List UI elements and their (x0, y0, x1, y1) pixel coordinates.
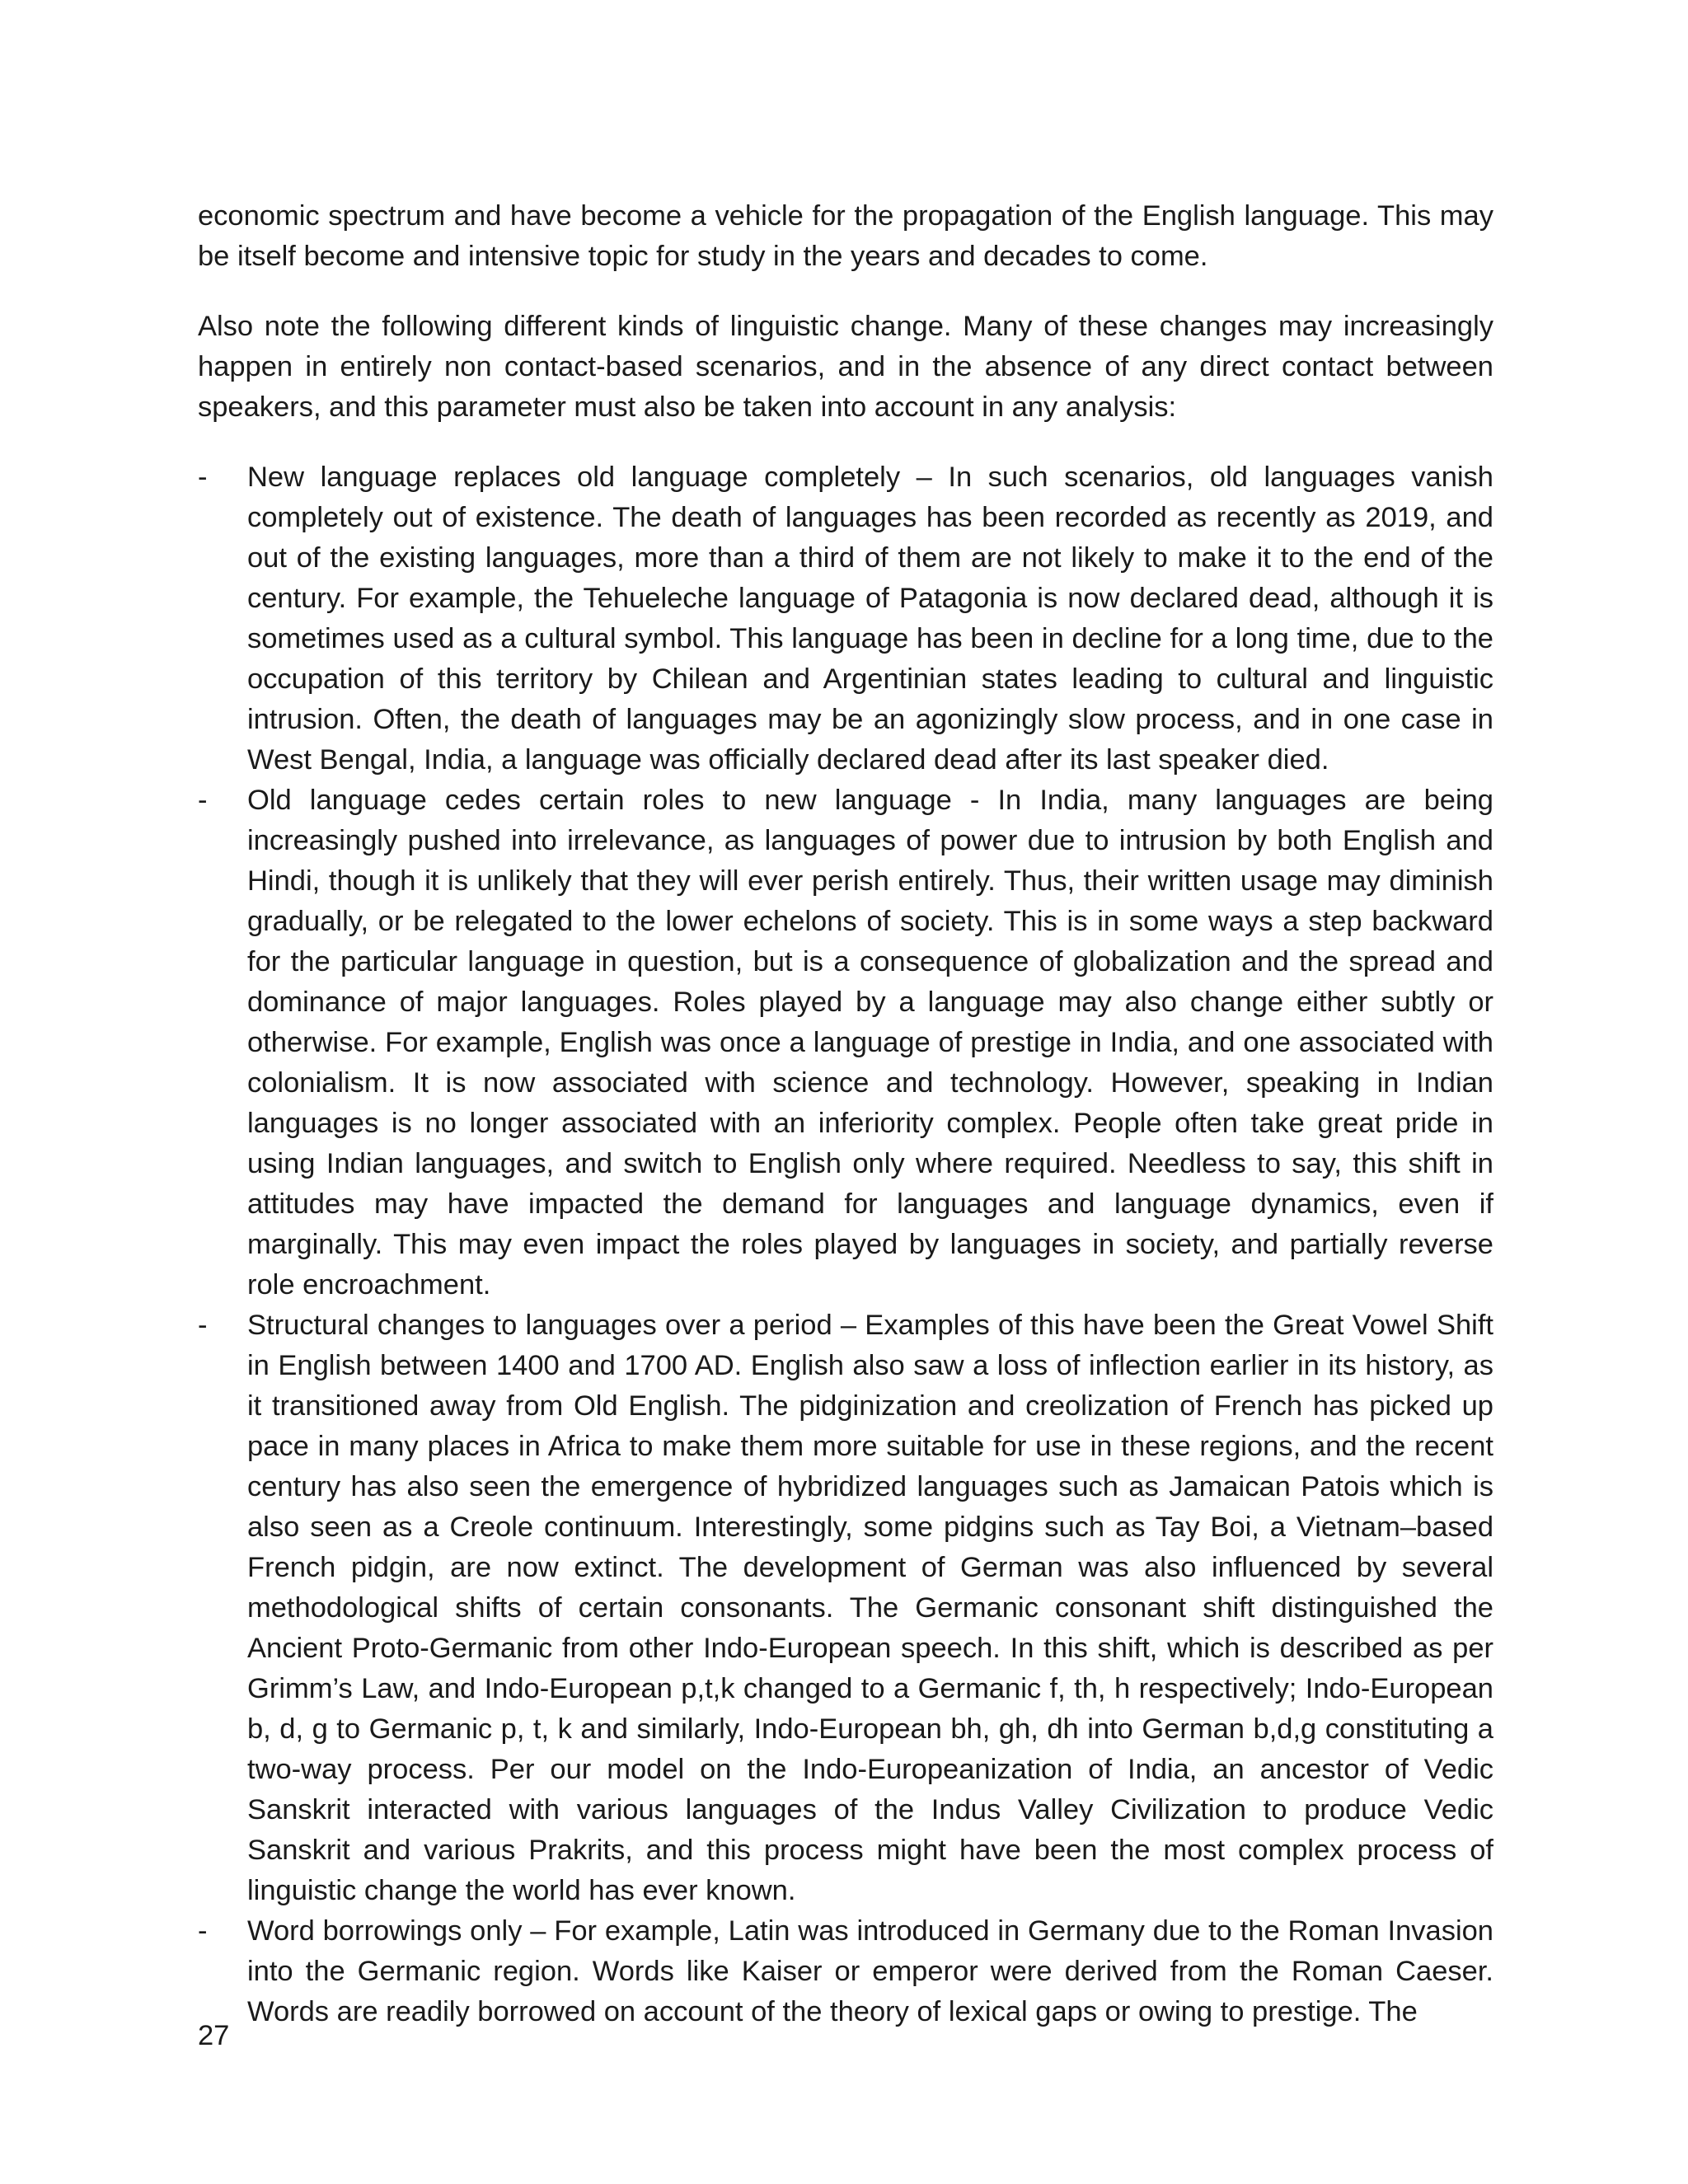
list-item-text: Old language cedes certain roles to new language - In India, many languages are being increasingly pushed into irrelevance, as languages of power due to intrusion by both English and Hindi, though it is unlikely that they will ever perish entirely. Thus, their written usage may diminish gradually, or be relegated to the lower echelons of society. This is in some ways a step backward for the particular language in question, but is a consequence of globalization and the spread and dominance of major languages. Roles played by a language may also change either subtly or otherwise. For example, English was once a language of prestige in India, and one associated with colonialism. It is now associated with science and technology. However, speaking in Indian languages is no longer associated with an inferiority complex. People often take great pride in using Indian languages, and switch to English only where required. Needless to say, this shift in attitudes may have impacted the demand for languages and language dynamics, even if marginally. This may even impact the roles played by languages in society, and partially reverse role encroachment. (247, 785, 1493, 1301)
bullet-dash: - (198, 462, 208, 493)
list-item-structural-changes (198, 1305, 1493, 1911)
page-number: 27 (198, 2020, 230, 2051)
change-types-list (198, 457, 1493, 2032)
list-item-text: Structural changes to languages over a period – Examples of this have been the Great Vowel Shift in English between 1400 and 1700 AD. English also saw a loss of inflection earlier in its history, as it transitioned away from Old English. The pidginization and creolization of French has picked up pace in many places in Africa to make them more suitable for use in these regions, and the recent century has also seen the emergence of hybridized languages such as Jamaican Patois which is also seen as a Creole continuum. Interestingly, some pidgins such as Tay Boi, a Vietnam–based French pidgin, are now extinct. The development of German was also influenced by several methodological shifts of certain consonants. The Germanic consonant shift distinguished the Ancient Proto-Germanic from other Indo-European speech. In this shift, which is described as per Grimm’s Law, and Indo-European p,t,k changed to a Germanic f, th, h respectively; Indo-European b, d, g to Germanic p, t, k and similarly, Indo-European bh, gh, dh into German b,d,g constituting a two-way process. Per our model on the Indo-Europeanization of India, an ancestor of Vedic Sanskrit interacted with various languages of the Indus Valley Civilization to produce Vedic Sanskrit and various Prakrits, and this process might have been the most complex process of linguistic change the world has ever known. (247, 1310, 1493, 1906)
list-item-role-cession (198, 780, 1493, 1305)
paragraph-1: economic spectrum and have become a vehicle for the propagation of the English language. This may be itself become and intensive topic for study in the years and decades to come. (198, 200, 1493, 272)
list-item-language-replacement (198, 457, 1493, 780)
document-page (198, 196, 1493, 2032)
list-item-text: Word borrowings only – For example, Latin was introduced in Germany due to the Roman Invasion into the Germanic region. Words like Kaiser or emperor were derived from the Roman Caeser. Words are readily borrowed on account of the theory of lexical gaps or owing to prestige. The (247, 1915, 1493, 2027)
paragraph-2: Also note the following different kinds of linguistic change. Many of these changes may increasingly happen in entirely non contact-based scenarios, and in the absence of any direct contact between speakers, and this parameter must also be taken into account in any analysis: (198, 311, 1493, 423)
bullet-dash: - (198, 1310, 208, 1341)
list-item-text: New language replaces old language completely – In such scenarios, old languages vanish completely out of existence. The death of languages has been recorded as recently as 2019, and out of the existing languages, more than a third of them are not likely to make it to the end of the century. For example, the Tehueleche language of Patagonia is now declared dead, although it is sometimes used as a cultural symbol. This language has been in decline for a long time, due to the occupation of this territory by Chilean and Argentinian states leading to cultural and linguistic intrusion. Often, the death of languages may be an agonizingly slow process, and in one case in West Bengal, India, a language was officially declared dead after its last speaker died. (247, 462, 1493, 776)
bullet-dash: - (198, 785, 208, 816)
list-item-word-borrowings (198, 1911, 1493, 2032)
bullet-dash: - (198, 1915, 208, 1947)
